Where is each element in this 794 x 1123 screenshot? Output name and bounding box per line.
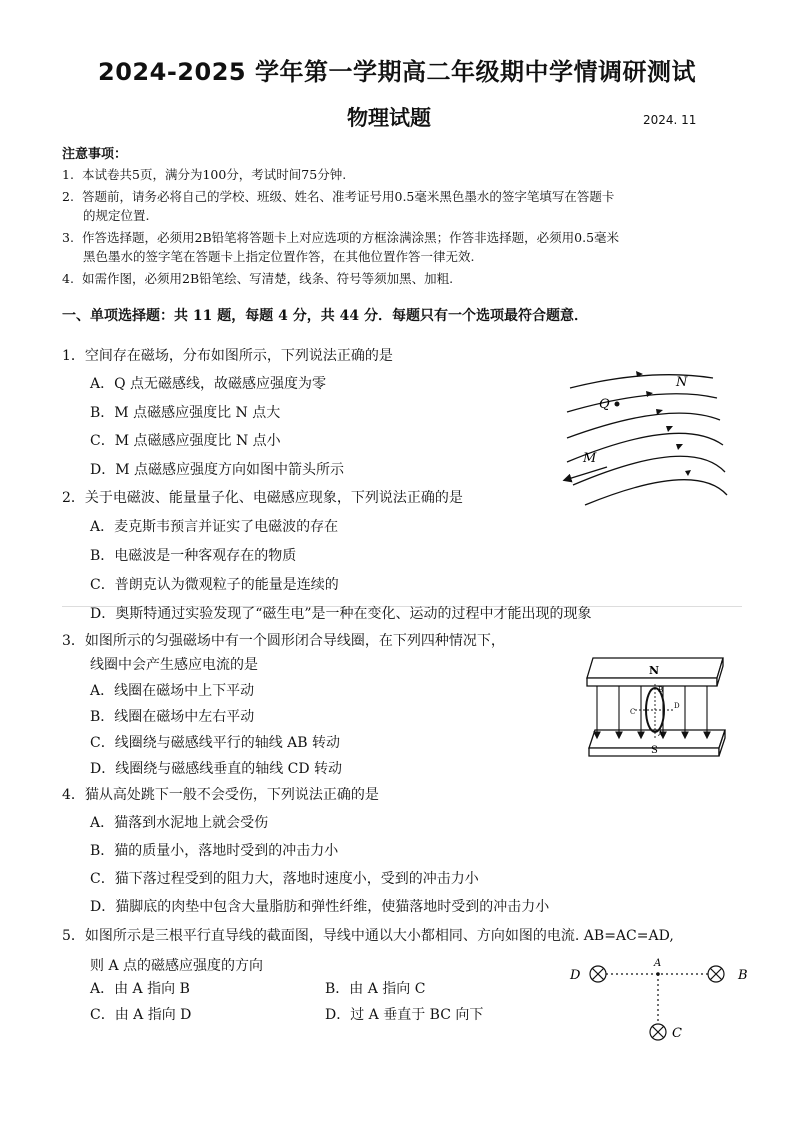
exam-date: 2024. 11 [643,113,697,127]
page-title: 2024-2025 学年第一学期高二年级期中学情调研测试 [98,58,696,86]
label-a: A [654,958,662,969]
question-1-option-b: B．M 点磁感应强度比 N 点大 [90,405,281,421]
question-4-option-a: A．猫落到水泥地上就会受伤 [90,815,269,831]
notice-item-2 [62,187,614,205]
notice-item-1 [62,165,346,183]
magnetic-field-figure [555,360,730,510]
q-point [615,402,620,407]
question-1-stem: 1．空间存在磁场，分布如图所示，下列说法正确的是 [62,348,393,364]
point-a [656,972,660,976]
label-a: A [658,730,664,738]
question-5-stem-cont: 则 A 点的磁感应强度的方向 [90,958,264,974]
question-5-option-a: A．由 A 指向 B [90,981,190,997]
notice-num: 3. [62,230,74,245]
label-n: N [676,375,688,390]
question-3-option-a: A．线圈在磁场中上下平动 [90,683,255,699]
label-b: B [738,968,748,983]
section-title: 一、单项选择题：共 11 题，每题 4 分，共 44 分．每题只有一个选项最符合题意． [62,308,588,324]
label-n-pole: N [649,664,660,677]
question-4-stem: 4．猫从高处跳下一般不会受伤，下列说法正确的是 [62,787,379,803]
label-d: D [674,702,680,710]
notice-text-cont: 的规定位置. [83,208,150,223]
label-s-pole: S [651,745,658,756]
notice-num: 2. [62,189,74,204]
question-2-option-c: C．普朗克认为微观粒子的能量是连续的 [90,577,339,593]
notice-text-cont: 黑色墨水的签字笔在答题卡上指定位置作答，在其他位置作答一律无效. [83,249,475,264]
three-wires-figure [560,948,760,1048]
wire-b [708,966,724,982]
question-5-stem: 5．如图所示是三根平行直导线的截面图，导线中通以大小都相同、方向如图的电流. AB=AC=AD, [62,928,674,944]
notice-text: 如需作图，必须用2B铅笔绘、写清楚，线条、符号等须加黑、加粗. [82,271,454,286]
question-5-option-b: B．由 A 指向 C [325,981,426,997]
question-3-option-c: C．线圈绕与磁感线平行的轴线 AB 转动 [90,735,341,751]
label-c: C [672,1026,682,1041]
notice-text: 答题前，请务必将自己的学校、班级、姓名、准考证号用0.5毫米黑色墨水的签字笔填写在答题卡 [82,189,615,204]
question-2-option-d: D．奥斯特通过实验发现了“磁生电”是一种在变化、运动的过程中才能出现的现象 [90,606,592,622]
question-1-option-d: D．M 点磁感应强度方向如图中箭头所示 [90,462,345,478]
question-2-option-a: A．麦克斯韦预言并证实了电磁波的存在 [90,519,339,535]
label-q: Q [599,397,610,412]
label-c: C [630,708,636,716]
label-d: D [570,968,581,983]
question-5-option-d: D．过 A 垂直于 BC 向下 [325,1007,484,1023]
subject-title: 物理试题 [347,106,431,130]
question-3-option-b: B．线圈在磁场中左右平动 [90,709,255,725]
notice-text: 作答选择题，必须用2B铅笔将答题卡上对应选项的方框涂满涂黑；作答非选择题，必须用0.5毫米 [82,230,620,245]
label-b: B [658,686,664,694]
question-4-option-b: B．猫的质量小，落地时受到的冲击力小 [90,843,339,859]
question-1-option-a: A．Q 点无磁感线，故磁感应强度为零 [90,376,327,392]
question-3-option-d: D．线圈绕与磁感线垂直的轴线 CD 转动 [90,761,343,777]
wire-c [650,1024,666,1040]
question-2-option-b: B．电磁波是一种客观存在的物质 [90,548,297,564]
notice-num: 4. [62,271,74,286]
question-3-stem: 3．如图所示的匀强磁场中有一个圆形闭合导线圈，在下列四种情况下， [62,633,505,649]
notice-text: 本试卷共5页，满分为100分，考试时间75分钟. [82,167,347,182]
question-4-option-c: C．猫下落过程受到的阻力大，落地时速度小，受到的冲击力小 [90,871,479,887]
question-5-option-c: C．由 A 指向 D [90,1007,192,1023]
notice-num: 1. [62,167,74,182]
notice-item-3 [62,228,619,246]
notice-heading: 注意事项： [62,147,128,162]
question-1-option-c: C．M 点磁感应强度比 N 点小 [90,433,281,449]
uniform-field-coil-figure [585,648,735,766]
label-m: M [583,451,597,466]
question-4-option-d: D．猫脚底的肉垫中包含大量脂肪和弹性纤维，使猫落地时受到的冲击力小 [90,899,550,915]
wire-d [590,966,606,982]
notice-item-4 [62,269,453,287]
question-3-stem-cont: 线圈中会产生感应电流的是 [90,657,258,673]
question-2-stem: 2．关于电磁波、能量量子化、电磁感应现象，下列说法正确的是 [62,490,463,506]
